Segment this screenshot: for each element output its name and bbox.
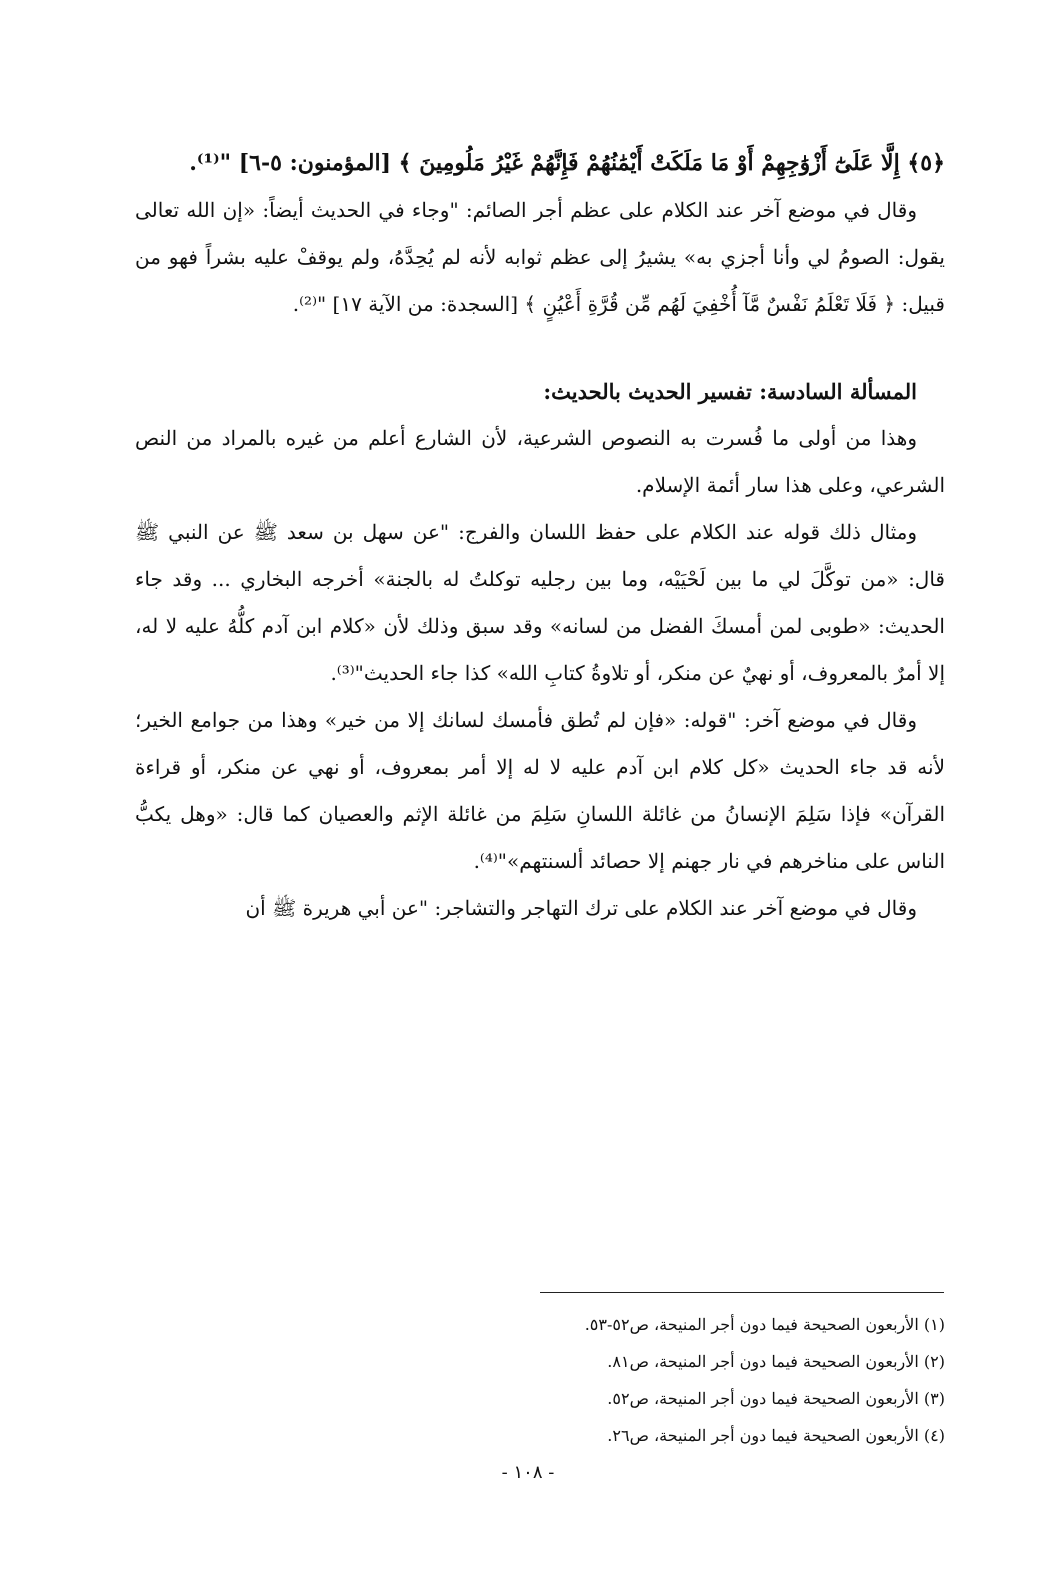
footnote-4: (٤) الأربعون الصحيحة فيما دون أجر المنيحة، ص٢٦. [607, 1426, 945, 1445]
paragraph-good-speech: وقال في موضع آخر: "قوله: «فإن لم تُطق فأمسك لسانك إلا من خير» وهذا من جوامع الخير؛ لأنه قد جاء الحديث «كل كلام ابن آدم عليه لا له إلا أمر بمعروف، أو نهي عن منكر، أو قراءة القرآن» فإذا سَلِمَ الإنسانُ من غائلة اللسانِ سَلِمَ من غائلة الإثم والعصيان كما قال: «وهل يكبُّ الناس على مناخرهم في نار جهنم إلا حصائد ألسنتهم»"⁽⁴⁾. [135, 708, 945, 873]
quran-verse-line: ﴿٥﴾ إِلَّا عَلَىٰٓ أَزْوَٰجِهِمْ أَوْ مَا مَلَكَتْ أَيْمَٰنُهُمْ فَإِنَّهُمْ غَيْرُ مَلُومِينَ ﴾ [المؤمنون: ٥-٦] "⁽¹⁾. [189, 150, 945, 176]
paragraph-example-tongue: ومثال ذلك قوله عند الكلام على حفظ اللسان والفرج: "عن سهل بن سعد ﷺ عن النبي ﷺ قال: «من توكَّلَ لي ما بين لَحْيَيْه، وما بين رجليه توكلتُ له بالجنة» أخرجه البخاري ... وقد جاء الحديث: «طوبى لمن أمسكَ الفضل من لسانه» وقد سبق وذلك لأن «كلام ابن آدم كلُّهُ عليه لا له، إلا أمرٌ بالمعروف، أو نهيٌ عن منكر، أو تلاوةُ كتابِ الله» كذا جاء الحديث"⁽³⁾. [135, 520, 945, 685]
footnote-2: (٢) الأربعون الصحيحة فيما دون أجر المنيحة، ص٨١. [607, 1352, 945, 1371]
page-body [135, 140, 945, 932]
footnote-1: (١) الأربعون الصحيحة فيما دون أجر المنيحة، ص٥٢-٥٣. [584, 1315, 945, 1334]
paragraph-fasting: وقال في موضع آخر عند الكلام على عظم أجر الصائم: "وجاء في الحديث أيضاً: «إن الله تعالى يقول: الصومُ لي وأنا أجزي به» يشيرُ إلى عظم ثوابه لأنه لم يُحِدَّهُ، ولم يوقفْ عليه بشراً فهو من قبيل: ﴿ فَلَا تَعْلَمُ نَفْسٌ مَّآ أُخْفِيَ لَهُم مِّن قُرَّةِ أَعْيُنٍ ﴾ [السجدة: من الآية ١٧] "⁽²⁾. [135, 198, 945, 316]
paragraph-abandonment: وقال في موضع آخر عند الكلام على ترك التهاجر والتشاجر: "عن أبي هريرة ﷺ أن [245, 896, 917, 920]
footnote-separator [540, 1292, 944, 1293]
footnote-3: (٣) الأربعون الصحيحة فيما دون أجر المنيحة، ص٥٢. [607, 1389, 945, 1408]
section-gap [135, 328, 945, 368]
footnotes [135, 1306, 945, 1454]
section-heading: المسألة السادسة: تفسير الحديث بالحديث: [543, 379, 917, 404]
page-number: - ١٠٨ - [501, 1462, 555, 1483]
paragraph-intro: وهذا من أولى ما فُسرت به النصوص الشرعية، لأن الشارع أعلم من غيره بالمراد من النص الشرعي، وعلى هذا سار أئمة الإسلام. [135, 426, 945, 497]
